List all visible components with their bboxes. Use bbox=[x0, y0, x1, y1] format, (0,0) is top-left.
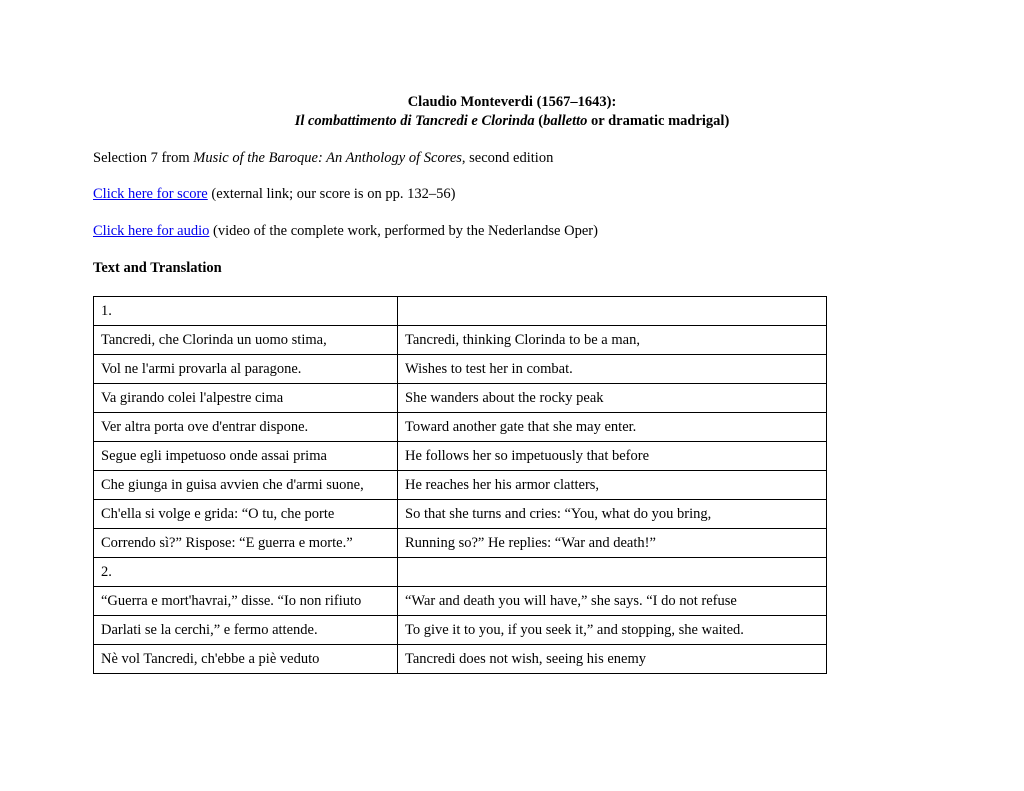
italian-cell: Darlati se la cerchi,” e fermo attende. bbox=[94, 616, 398, 645]
work-title-paren: ( bbox=[534, 113, 544, 129]
table-row bbox=[94, 384, 827, 413]
italian-cell: 1. bbox=[94, 297, 398, 326]
table-row bbox=[94, 413, 827, 442]
english-cell: So that she turns and cries: “You, what do you bring, bbox=[398, 500, 827, 529]
english-cell: Running so?” He replies: “War and death!” bbox=[398, 529, 827, 558]
english-cell: Tancredi, thinking Clorinda to be a man, bbox=[398, 326, 827, 355]
selection-suffix: , second edition bbox=[461, 150, 554, 166]
work-genre-rest: or dramatic madrigal) bbox=[587, 113, 730, 129]
table-row bbox=[94, 355, 827, 384]
english-cell: Toward another gate that she may enter. bbox=[398, 413, 827, 442]
italian-cell: Tancredi, che Clorinda un uomo stima, bbox=[94, 326, 398, 355]
score-line bbox=[93, 185, 455, 204]
translation-table bbox=[93, 296, 827, 674]
english-cell: To give it to you, if you seek it,” and stopping, she waited. bbox=[398, 616, 827, 645]
italian-cell: Va girando colei l'alpestre cima bbox=[94, 384, 398, 413]
english-cell: “War and death you will have,” she says. “I do not refuse bbox=[398, 587, 827, 616]
italian-cell: Ver altra porta ove d'entrar dispone. bbox=[94, 413, 398, 442]
table-row bbox=[94, 500, 827, 529]
italian-cell: Ch'ella si volge e grida: “O tu, che porte bbox=[94, 500, 398, 529]
english-cell: She wanders about the rocky peak bbox=[398, 384, 827, 413]
english-cell: Tancredi does not wish, seeing his enemy bbox=[398, 645, 827, 674]
score-link[interactable]: Click here for score bbox=[93, 186, 208, 202]
italian-cell: Che giunga in guisa avvien che d'armi suone, bbox=[94, 471, 398, 500]
selection-prefix: Selection 7 from bbox=[93, 150, 194, 166]
english-cell: Wishes to test her in combat. bbox=[398, 355, 827, 384]
section-heading: Text and Translation bbox=[93, 260, 222, 276]
audio-note: (video of the complete work, performed by the Nederlandse Oper) bbox=[209, 223, 598, 239]
table-row bbox=[94, 645, 827, 674]
composer-heading: Claudio Monteverdi (1567–1643): bbox=[407, 94, 617, 110]
selection-line bbox=[93, 149, 553, 168]
italian-cell: “Guerra e mort'havrai,” disse. “Io non rifiuto bbox=[94, 587, 398, 616]
english-cell: He follows her so impetuously that before bbox=[398, 442, 827, 471]
table-row bbox=[94, 326, 827, 355]
italian-cell: Correndo sì?” Rispose: “E guerra e morte.” bbox=[94, 529, 398, 558]
english-cell bbox=[398, 297, 827, 326]
english-cell bbox=[398, 558, 827, 587]
anthology-title: Music of the Baroque: An Anthology of Scores bbox=[193, 150, 462, 166]
italian-cell: Vol ne l'armi provarla al paragone. bbox=[94, 355, 398, 384]
score-note: (external link; our score is on pp. 132–56) bbox=[207, 186, 456, 202]
italian-cell: Nè vol Tancredi, ch'ebbe a piè veduto bbox=[94, 645, 398, 674]
italian-cell: 2. bbox=[94, 558, 398, 587]
italian-cell: Segue egli impetuoso onde assai prima bbox=[94, 442, 398, 471]
english-cell: He reaches her his armor clatters, bbox=[398, 471, 827, 500]
table-row bbox=[94, 558, 827, 587]
table-row bbox=[94, 616, 827, 645]
work-title: Il combattimento di Tancredi e Clorinda bbox=[294, 113, 535, 129]
audio-link[interactable]: Click here for audio bbox=[93, 223, 210, 239]
table-row bbox=[94, 587, 827, 616]
table-row bbox=[94, 471, 827, 500]
table-row bbox=[94, 529, 827, 558]
table-row bbox=[94, 442, 827, 471]
audio-line bbox=[93, 222, 598, 241]
work-title-heading bbox=[0, 112, 1024, 131]
table-row bbox=[94, 297, 827, 326]
work-genre-italic: balletto bbox=[543, 113, 588, 129]
